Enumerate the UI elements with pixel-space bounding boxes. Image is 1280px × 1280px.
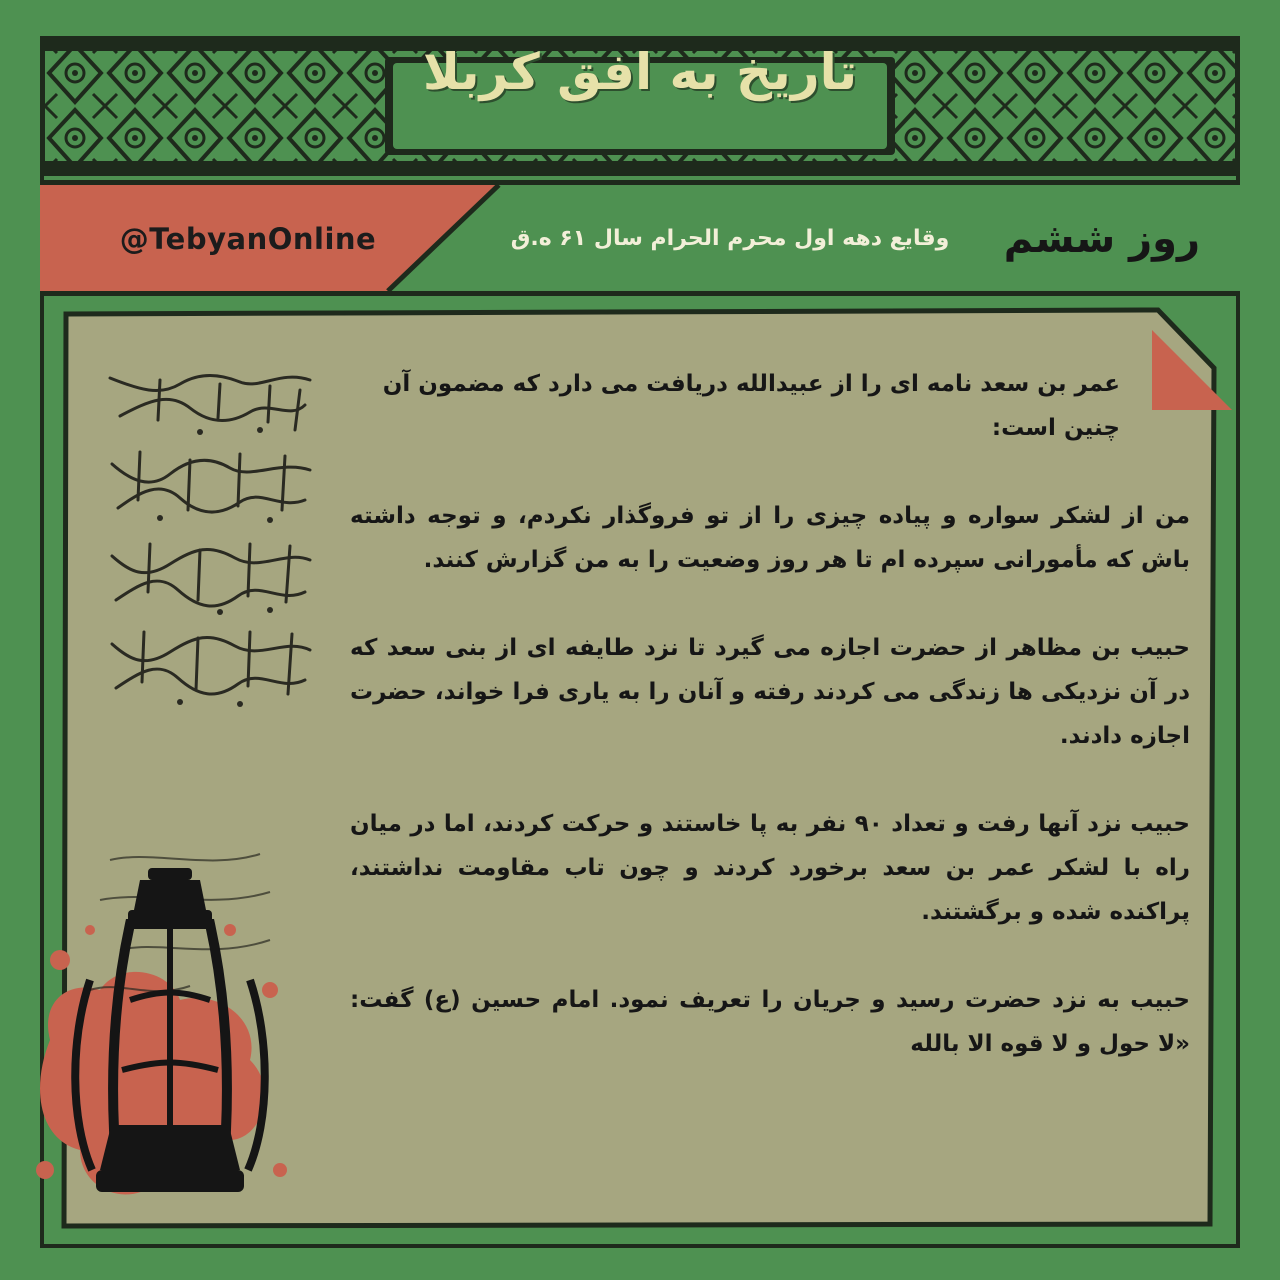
header-strip [40,180,1240,296]
social-handle: @TebyanOnline [119,222,377,256]
lantern-icon [30,840,310,1240]
article-body [350,362,1190,1066]
paragraph-2: من از لشکر سواره و پیاده چیزی را از تو فروگذار نکردم، و توجه داشته باش که مأمورانی سپرده ام تا هر روز وضعیت را به من گزارش کنند. [350,503,1190,573]
paragraph-1: عمر بن سعد نامه ای را از عبیدالله دریافت می دارد که مضمون آن چنین است: [382,371,1120,441]
header-subtitle: وقایع دهه اول محرم الحرام سال ۶۱ ه.ق [510,226,950,251]
paragraph-5: حبیب به نزد حضرت رسید و جریان را تعریف نمود. امام حسین (ع) گفت: «لا حول و لا قوه الا بالله [350,987,1190,1057]
paragraph-4: حبیب نزد آنها رفت و تعداد ۹۰ نفر به پا خاستند و حرکت کردند، اما در میان راه با لشکر عمر بن سعد برخورد کردند و چون تاب مقاومت نداشتند، پراکنده شده و برگشتند. [350,811,1190,925]
paragraph-3: حبیب بن مظاهر از حضرت اجازه می گیرد تا نزد طایفه ای از بنی سعد که در آن نزدیکی ها زندگی می کردند رفته و آنان را به یاری فرا خواند، حضرت اجازه دادند. [350,635,1190,749]
day-label: روز ششم [1003,216,1200,262]
page-title: تاریخ به افق کربلا [422,43,858,101]
persian-calligraphy-icon [100,360,320,720]
